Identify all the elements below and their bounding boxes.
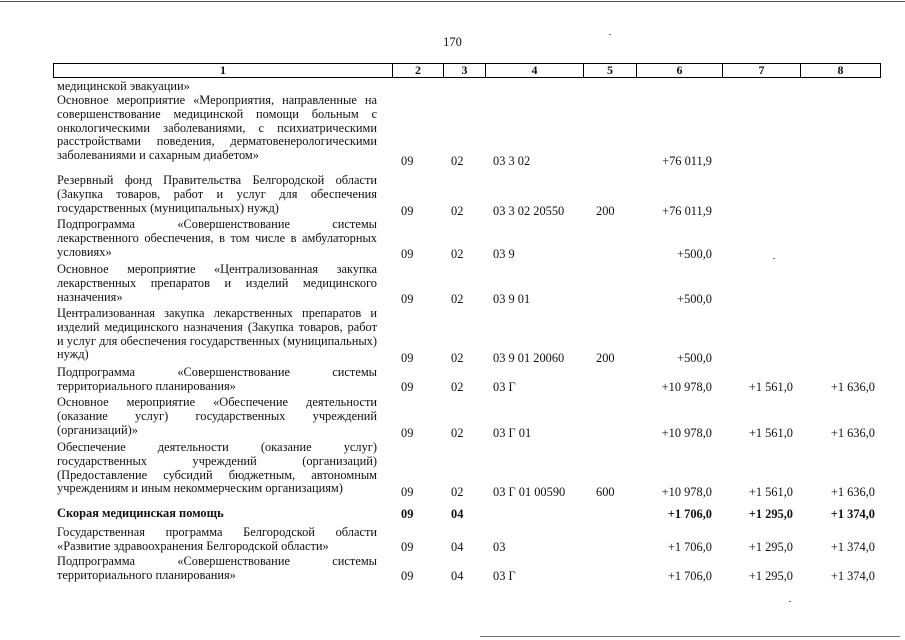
header-col-1: 1 [53, 63, 393, 78]
cell-amount-year1: +10 978,0 [661, 380, 712, 394]
cell-section: 09 [401, 569, 414, 583]
cell-target-code: 03 9 01 [493, 292, 531, 306]
cell-subsection: 04 [451, 569, 464, 583]
row-description: Скорая медицинская помощь [57, 506, 224, 520]
cell-subsection: 02 [451, 351, 464, 365]
cell-target-code: 03 9 01 20060 [493, 351, 565, 365]
cell-amount-year3: +1 374,0 [830, 507, 875, 521]
cell-subsection: 02 [451, 426, 464, 440]
cell-target-code: 03 Г 01 00590 [493, 485, 566, 499]
header-col-6: 6 [636, 63, 723, 78]
cell-amount-year2: +1 295,0 [748, 507, 793, 521]
cell-amount-year1: +500,0 [677, 292, 712, 306]
cell-subsection: 02 [451, 380, 464, 394]
cell-amount-year1: +10 978,0 [661, 485, 712, 499]
cell-target-code: 03 3 02 20550 [493, 204, 565, 218]
header-col-7: 7 [722, 63, 801, 78]
cell-amount-year3: +1 374,0 [830, 569, 875, 583]
cell-section: 09 [401, 540, 414, 554]
cell-target-code: 03 3 02 [493, 154, 531, 168]
cell-amount-year2: +1 561,0 [748, 426, 793, 440]
row-description: Обеспечение деятельности (оказание услуг) государственных учреждений (организаций) (Предоставление субсидий бюджетным, автономным учреждениям и иным некоммерческим организациям) [57, 440, 377, 496]
cell-section: 09 [401, 485, 414, 499]
cell-target-code: 03 Г [493, 380, 516, 394]
cell-amount-year3: +1 636,0 [830, 426, 875, 440]
cell-section: 09 [401, 154, 414, 168]
cell-amount-year3: +1 374,0 [830, 540, 875, 554]
scan-edge-top [0, 1, 905, 2]
row-description: Централизованная закупка лекарственных препаратов и изделий медицинского назначения (Закупка товаров, работ и услуг для обеспечения государственных (муниципальных) нужд) [57, 306, 377, 362]
cell-section: 09 [401, 426, 414, 440]
cell-amount-year1: +500,0 [677, 247, 712, 261]
cell-expense-type: 200 [596, 351, 615, 365]
cell-expense-type: 600 [596, 485, 615, 499]
cell-amount-year1: +10 978,0 [661, 426, 712, 440]
cell-amount-year2: +1 295,0 [748, 540, 793, 554]
row-description: Резервный фонд Правительства Белгородской области (Закупка товаров, работ и услуг для обеспечения государственных (муниципальных) нужд) [57, 173, 377, 215]
header-col-3: 3 [443, 63, 486, 78]
scan-speck [789, 601, 791, 602]
scan-speck [773, 258, 775, 259]
cell-amount-year3: +1 636,0 [830, 380, 875, 394]
cell-amount-year1: +1 706,0 [667, 569, 712, 583]
cell-amount-year1: +1 706,0 [667, 507, 712, 521]
cell-subsection: 02 [451, 154, 464, 168]
cell-section: 09 [401, 204, 414, 218]
header-col-4: 4 [485, 63, 584, 78]
cell-amount-year1: +500,0 [677, 351, 712, 365]
table-header [53, 63, 881, 78]
header-col-2: 2 [392, 63, 444, 78]
row-description: Подпрограмма «Совершенствование системы территориального планирования» [57, 365, 377, 393]
cell-section: 09 [401, 351, 414, 365]
cell-target-code: 03 Г [493, 569, 516, 583]
cell-subsection: 02 [451, 485, 464, 499]
row-description: Основное мероприятие «Мероприятия, направленные на совершенствование медицинской помощи больным с онкологическими заболеваниями, с психиатрическими расстройствами поведения, дерматовенерологическими заболеваниями и сахарным диабетом» [57, 93, 377, 163]
header-col-5: 5 [583, 63, 637, 78]
cell-subsection: 04 [451, 540, 464, 554]
cell-amount-year1: +76 011,9 [662, 154, 712, 168]
cell-amount-year1: +76 011,9 [662, 204, 712, 218]
cell-amount-year3: +1 636,0 [830, 485, 875, 499]
row-description: Государственная программа Белгородской области «Развитие здравоохранения Белгородской области» [57, 525, 377, 553]
header-col-8: 8 [800, 63, 881, 78]
cell-expense-type: 200 [596, 204, 615, 218]
cell-target-code: 03 Г 01 [493, 426, 532, 440]
cell-section: 09 [401, 292, 414, 306]
cell-target-code: 03 [493, 540, 506, 554]
row-description: Основное мероприятие «Обеспечение деятельности (оказание услуг) государственных учреждений (организаций)» [57, 395, 377, 437]
cell-subsection: 02 [451, 247, 464, 261]
cell-subsection: 04 [451, 507, 464, 521]
scan-edge-bottom [480, 636, 900, 637]
cell-amount-year2: +1 561,0 [748, 380, 793, 394]
cell-subsection: 02 [451, 292, 464, 306]
row-description: Подпрограмма «Совершенствование системы территориального планирования» [57, 554, 377, 582]
cell-amount-year2: +1 295,0 [748, 569, 793, 583]
cell-section: 09 [401, 247, 414, 261]
cell-section: 09 [401, 507, 414, 521]
cell-amount-year1: +1 706,0 [667, 540, 712, 554]
cell-target-code: 03 9 [493, 247, 515, 261]
row-description: Основное мероприятие «Централизованная закупка лекарственных препаратов и изделий медицинского назначения» [57, 262, 377, 304]
cell-subsection: 02 [451, 204, 464, 218]
cell-section: 09 [401, 380, 414, 394]
page-number: 170 [443, 35, 462, 49]
row-description: медицинской эвакуации» [57, 79, 190, 93]
row-description: Подпрограмма «Совершенствование системы лекарственного обеспечения, в том числе в амбулаторных условиях» [57, 217, 377, 259]
cell-amount-year2: +1 561,0 [748, 485, 793, 499]
